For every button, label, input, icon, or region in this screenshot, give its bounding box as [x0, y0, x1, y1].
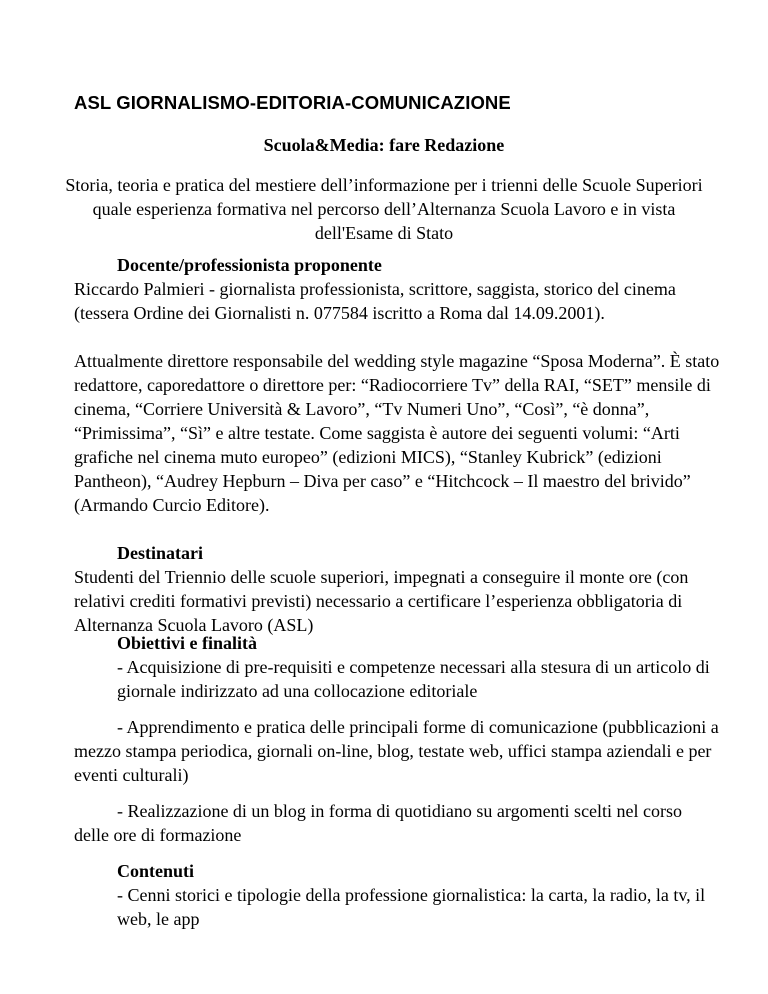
contenuti-heading: Contenuti — [117, 861, 195, 881]
docente-bio: Riccardo Palmieri - giornalista professionista, scrittore, saggista, storico del cinema (tessera Ordine dei Giornalisti n. 077584 iscritto a Roma dal 14.09.2001). — [74, 279, 676, 323]
docente-career: Attualmente direttore responsabile del wedding style magazine “Sposa Moderna”. È stato redattore, caporedattore o direttore per: “Radiocorriere Tv” della RAI, “SET” mensile di cinema, “Corriere Università & Lavoro”, “Tv Numeri Uno”, “Così”, “è donna”, “Primissima”, “Sì” e altre testate. Come saggista è autore dei seguenti volumi: “Arti grafiche nel cinema muto europeo” (edizioni MICS), “Stanley Kubrick” (edizioni Pantheon), “Audrey Hepburn – Diva per caso” e “Hitchcock – Il maestro del brivido” (Armando Curcio Editore). — [74, 351, 720, 515]
docente-heading: Docente/professionista proponente — [117, 255, 382, 275]
document-title: ASL GIORNALISMO-EDITORIA-COMUNICAZIONE — [74, 92, 511, 113]
document-subtitle: Scuola&Media: fare Redazione — [263, 135, 505, 155]
obiettivi-item-1: - Acquisizione di pre-requisiti e competenze necessari alla stesura di un articolo di giornale indirizzato ad una collocazione editoriale — [117, 657, 710, 701]
obiettivi-item-3: - Realizzazione di un blog in forma di quotidiano su argomenti scelti nel corso delle ore di formazione — [74, 801, 683, 845]
obiettivi-heading: Obiettivi e finalità — [117, 633, 257, 653]
destinatari-text: Studenti del Triennio delle scuole superiori, impegnati a conseguire il monte ore (con relativi crediti formativi previsti) necessario a certificare l’esperienza obbligatoria di Alternanza Scuola Lavoro (ASL) — [74, 567, 689, 635]
intro-paragraph: Storia, teoria e pratica del mestiere dell’informazione per i trienni delle Scuole Superiori quale esperienza formativa nel percorso dell’Alternanza Scuola Lavoro e in vista dell'Esame di Stato — [65, 175, 703, 243]
obiettivi-item-2: - Apprendimento e pratica delle principali forme di comunicazione (pubblicazioni a mezzo stampa periodica, giornali on-line, blog, testate web, uffici stampa aziendali e per eventi culturali) — [74, 717, 719, 785]
contenuti-item-1: - Cenni storici e tipologie della professione giornalistica: la carta, la radio, la tv, il web, le app — [117, 885, 706, 929]
destinatari-heading: Destinatari — [117, 543, 203, 563]
